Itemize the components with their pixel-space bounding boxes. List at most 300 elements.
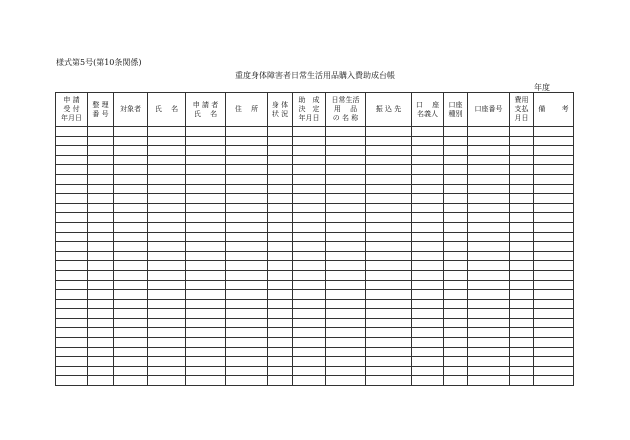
cell-account-number [468, 299, 510, 309]
cell-application-date [56, 127, 88, 137]
cell-address [226, 366, 268, 376]
cell-application-date [56, 376, 88, 386]
cell-name [148, 165, 186, 175]
cell-applicant-name [186, 242, 226, 252]
cell-remarks [534, 328, 574, 338]
cell-account-holder [412, 184, 444, 194]
table-row [56, 338, 574, 348]
cell-name [148, 184, 186, 194]
cell-name [148, 242, 186, 252]
cell-transfer-destination [366, 155, 412, 165]
cell-decision-date [293, 222, 326, 232]
cell-account-number [468, 357, 510, 367]
cell-disability-status [268, 376, 293, 386]
cell-remarks [534, 165, 574, 175]
cell-application-date [56, 318, 88, 328]
cell-name [148, 127, 186, 137]
cell-account-type [444, 309, 468, 319]
cell-account-holder [412, 261, 444, 271]
col-reference-number: 整 理 番 号 [88, 93, 114, 127]
cell-address [226, 280, 268, 290]
cell-reference-number [88, 213, 114, 223]
cell-account-type [444, 184, 468, 194]
cell-applicant-name [186, 318, 226, 328]
cell-account-type [444, 290, 468, 300]
cell-subject [114, 270, 148, 280]
cell-remarks [534, 290, 574, 300]
cell-payment-date [510, 309, 534, 319]
cell-applicant-name [186, 213, 226, 223]
cell-applicant-name [186, 146, 226, 156]
cell-applicant-name [186, 309, 226, 319]
cell-application-date [56, 203, 88, 213]
cell-account-holder [412, 376, 444, 386]
table-row [56, 242, 574, 252]
cell-address [226, 347, 268, 357]
cell-transfer-destination [366, 222, 412, 232]
table-row [56, 222, 574, 232]
cell-item-name [326, 318, 366, 328]
cell-account-number [468, 318, 510, 328]
cell-reference-number [88, 136, 114, 146]
cell-subject [114, 309, 148, 319]
table-row [56, 146, 574, 156]
cell-reference-number [88, 165, 114, 175]
cell-reference-number [88, 280, 114, 290]
cell-payment-date [510, 299, 534, 309]
cell-account-holder [412, 309, 444, 319]
cell-reference-number [88, 261, 114, 271]
cell-decision-date [293, 165, 326, 175]
cell-subject [114, 251, 148, 261]
cell-subject [114, 213, 148, 223]
cell-account-holder [412, 222, 444, 232]
cell-payment-date [510, 318, 534, 328]
cell-subject [114, 194, 148, 204]
col-remarks: 備 考 [534, 93, 574, 127]
cell-address [226, 318, 268, 328]
cell-account-holder [412, 338, 444, 348]
cell-applicant-name [186, 270, 226, 280]
cell-application-date [56, 290, 88, 300]
cell-account-type [444, 328, 468, 338]
cell-subject [114, 165, 148, 175]
cell-decision-date [293, 318, 326, 328]
cell-application-date [56, 357, 88, 367]
cell-decision-date [293, 242, 326, 252]
cell-account-number [468, 242, 510, 252]
cell-decision-date [293, 232, 326, 242]
cell-disability-status [268, 213, 293, 223]
cell-reference-number [88, 174, 114, 184]
cell-payment-date [510, 155, 534, 165]
cell-transfer-destination [366, 299, 412, 309]
cell-remarks [534, 357, 574, 367]
cell-account-holder [412, 280, 444, 290]
cell-remarks [534, 203, 574, 213]
cell-account-type [444, 366, 468, 376]
cell-transfer-destination [366, 328, 412, 338]
cell-subject [114, 357, 148, 367]
cell-account-type [444, 232, 468, 242]
cell-account-type [444, 155, 468, 165]
col-application-date: 申 請 受 付 年月日 [56, 93, 88, 127]
cell-decision-date [293, 203, 326, 213]
col-name: 氏 名 [148, 93, 186, 127]
cell-payment-date [510, 242, 534, 252]
cell-disability-status [268, 222, 293, 232]
cell-subject [114, 318, 148, 328]
cell-subject [114, 347, 148, 357]
cell-account-type [444, 338, 468, 348]
cell-account-type [444, 251, 468, 261]
cell-applicant-name [186, 338, 226, 348]
cell-account-holder [412, 318, 444, 328]
cell-transfer-destination [366, 174, 412, 184]
cell-address [226, 222, 268, 232]
cell-application-date [56, 222, 88, 232]
cell-account-holder [412, 194, 444, 204]
cell-item-name [326, 338, 366, 348]
cell-disability-status [268, 136, 293, 146]
cell-account-number [468, 203, 510, 213]
cell-account-type [444, 280, 468, 290]
cell-transfer-destination [366, 165, 412, 175]
cell-item-name [326, 261, 366, 271]
cell-name [148, 136, 186, 146]
table-row [56, 232, 574, 242]
cell-disability-status [268, 318, 293, 328]
header-row [56, 93, 574, 127]
cell-reference-number [88, 347, 114, 357]
cell-account-number [468, 366, 510, 376]
cell-subject [114, 261, 148, 271]
cell-account-type [444, 318, 468, 328]
cell-remarks [534, 366, 574, 376]
table-row [56, 174, 574, 184]
cell-address [226, 155, 268, 165]
cell-disability-status [268, 251, 293, 261]
cell-transfer-destination [366, 309, 412, 319]
cell-decision-date [293, 366, 326, 376]
cell-reference-number [88, 309, 114, 319]
cell-payment-date [510, 174, 534, 184]
cell-applicant-name [186, 261, 226, 271]
cell-item-name [326, 328, 366, 338]
cell-transfer-destination [366, 280, 412, 290]
cell-application-date [56, 136, 88, 146]
cell-address [226, 146, 268, 156]
cell-reference-number [88, 376, 114, 386]
cell-applicant-name [186, 174, 226, 184]
cell-subject [114, 280, 148, 290]
cell-payment-date [510, 203, 534, 213]
cell-decision-date [293, 155, 326, 165]
cell-payment-date [510, 280, 534, 290]
cell-account-holder [412, 127, 444, 137]
cell-remarks [534, 261, 574, 271]
table-row [56, 299, 574, 309]
cell-reference-number [88, 127, 114, 137]
cell-account-number [468, 165, 510, 175]
cell-account-type [444, 299, 468, 309]
cell-payment-date [510, 232, 534, 242]
cell-item-name [326, 194, 366, 204]
document-title: 重度身体障害者日常生活用品購入費助成台帳 [235, 71, 395, 80]
cell-reference-number [88, 318, 114, 328]
cell-application-date [56, 184, 88, 194]
cell-account-number [468, 194, 510, 204]
cell-transfer-destination [366, 270, 412, 280]
cell-disability-status [268, 194, 293, 204]
cell-reference-number [88, 338, 114, 348]
cell-subject [114, 232, 148, 242]
cell-address [226, 290, 268, 300]
cell-account-holder [412, 366, 444, 376]
cell-account-type [444, 242, 468, 252]
cell-remarks [534, 376, 574, 386]
cell-payment-date [510, 338, 534, 348]
table-row [56, 347, 574, 357]
cell-applicant-name [186, 347, 226, 357]
cell-decision-date [293, 309, 326, 319]
cell-item-name [326, 232, 366, 242]
cell-decision-date [293, 299, 326, 309]
cell-item-name [326, 155, 366, 165]
cell-remarks [534, 127, 574, 137]
cell-address [226, 213, 268, 223]
cell-item-name [326, 184, 366, 194]
cell-disability-status [268, 299, 293, 309]
cell-address [226, 376, 268, 386]
cell-account-number [468, 280, 510, 290]
col-disability-status: 身 体 状 況 [268, 93, 293, 127]
cell-account-number [468, 222, 510, 232]
cell-decision-date [293, 251, 326, 261]
cell-account-holder [412, 357, 444, 367]
cell-disability-status [268, 232, 293, 242]
cell-decision-date [293, 347, 326, 357]
cell-subject [114, 328, 148, 338]
cell-applicant-name [186, 357, 226, 367]
table-row [56, 136, 574, 146]
table-row [56, 213, 574, 223]
cell-name [148, 347, 186, 357]
cell-transfer-destination [366, 184, 412, 194]
cell-remarks [534, 347, 574, 357]
cell-name [148, 280, 186, 290]
cell-decision-date [293, 213, 326, 223]
cell-account-holder [412, 251, 444, 261]
table-row [56, 127, 574, 137]
cell-applicant-name [186, 366, 226, 376]
cell-name [148, 270, 186, 280]
cell-application-date [56, 165, 88, 175]
cell-application-date [56, 251, 88, 261]
cell-transfer-destination [366, 232, 412, 242]
cell-applicant-name [186, 290, 226, 300]
cell-applicant-name [186, 299, 226, 309]
cell-disability-status [268, 347, 293, 357]
cell-reference-number [88, 184, 114, 194]
cell-disability-status [268, 338, 293, 348]
cell-transfer-destination [366, 357, 412, 367]
cell-account-number [468, 328, 510, 338]
cell-address [226, 136, 268, 146]
cell-item-name [326, 136, 366, 146]
cell-subject [114, 376, 148, 386]
cell-name [148, 299, 186, 309]
cell-disability-status [268, 165, 293, 175]
cell-name [148, 222, 186, 232]
cell-account-type [444, 136, 468, 146]
table-row [56, 309, 574, 319]
cell-name [148, 232, 186, 242]
cell-reference-number [88, 155, 114, 165]
cell-remarks [534, 338, 574, 348]
cell-account-number [468, 146, 510, 156]
cell-subject [114, 299, 148, 309]
cell-item-name [326, 146, 366, 156]
cell-reference-number [88, 203, 114, 213]
fiscal-year-label: 年度 [534, 83, 550, 92]
cell-item-name [326, 280, 366, 290]
cell-application-date [56, 366, 88, 376]
col-address: 住 所 [226, 93, 268, 127]
cell-application-date [56, 347, 88, 357]
cell-item-name [326, 174, 366, 184]
cell-disability-status [268, 155, 293, 165]
cell-remarks [534, 251, 574, 261]
cell-address [226, 299, 268, 309]
table-row [56, 251, 574, 261]
cell-application-date [56, 174, 88, 184]
cell-reference-number [88, 328, 114, 338]
cell-subject [114, 136, 148, 146]
cell-disability-status [268, 290, 293, 300]
cell-disability-status [268, 203, 293, 213]
col-account-type: 口座 種別 [444, 93, 468, 127]
cell-transfer-destination [366, 213, 412, 223]
cell-reference-number [88, 290, 114, 300]
cell-account-number [468, 232, 510, 242]
cell-name [148, 213, 186, 223]
cell-name [148, 357, 186, 367]
cell-disability-status [268, 309, 293, 319]
cell-item-name [326, 165, 366, 175]
cell-name [148, 194, 186, 204]
cell-payment-date [510, 165, 534, 175]
cell-application-date [56, 242, 88, 252]
cell-remarks [534, 242, 574, 252]
cell-remarks [534, 232, 574, 242]
cell-application-date [56, 261, 88, 271]
cell-name [148, 261, 186, 271]
cell-application-date [56, 155, 88, 165]
table-row [56, 376, 574, 386]
cell-decision-date [293, 174, 326, 184]
cell-remarks [534, 136, 574, 146]
col-transfer-destination: 振 込 先 [366, 93, 412, 127]
cell-account-number [468, 174, 510, 184]
cell-subject [114, 155, 148, 165]
cell-remarks [534, 146, 574, 156]
cell-account-type [444, 213, 468, 223]
cell-account-holder [412, 347, 444, 357]
cell-name [148, 309, 186, 319]
table-row [56, 184, 574, 194]
cell-payment-date [510, 146, 534, 156]
cell-application-date [56, 270, 88, 280]
cell-transfer-destination [366, 366, 412, 376]
cell-account-holder [412, 136, 444, 146]
cell-transfer-destination [366, 127, 412, 137]
col-subject: 対象者 [114, 93, 148, 127]
ledger-body [56, 127, 574, 386]
cell-name [148, 174, 186, 184]
cell-decision-date [293, 290, 326, 300]
cell-payment-date [510, 347, 534, 357]
cell-account-type [444, 203, 468, 213]
cell-applicant-name [186, 328, 226, 338]
cell-address [226, 184, 268, 194]
cell-decision-date [293, 280, 326, 290]
cell-transfer-destination [366, 136, 412, 146]
cell-address [226, 261, 268, 271]
cell-name [148, 251, 186, 261]
cell-account-number [468, 347, 510, 357]
cell-account-holder [412, 270, 444, 280]
table-row [56, 318, 574, 328]
cell-address [226, 174, 268, 184]
cell-name [148, 146, 186, 156]
cell-item-name [326, 213, 366, 223]
cell-payment-date [510, 127, 534, 137]
cell-account-holder [412, 165, 444, 175]
cell-item-name [326, 251, 366, 261]
cell-decision-date [293, 328, 326, 338]
cell-remarks [534, 270, 574, 280]
cell-account-holder [412, 328, 444, 338]
cell-account-number [468, 155, 510, 165]
cell-application-date [56, 338, 88, 348]
cell-payment-date [510, 222, 534, 232]
cell-application-date [56, 280, 88, 290]
cell-payment-date [510, 184, 534, 194]
cell-account-holder [412, 242, 444, 252]
cell-decision-date [293, 376, 326, 386]
cell-item-name [326, 347, 366, 357]
cell-name [148, 366, 186, 376]
cell-item-name [326, 127, 366, 137]
cell-subject [114, 146, 148, 156]
cell-remarks [534, 174, 574, 184]
ledger-table [55, 92, 574, 386]
cell-applicant-name [186, 165, 226, 175]
cell-subject [114, 242, 148, 252]
table-row [56, 290, 574, 300]
cell-transfer-destination [366, 338, 412, 348]
cell-reference-number [88, 299, 114, 309]
cell-applicant-name [186, 155, 226, 165]
cell-applicant-name [186, 136, 226, 146]
cell-name [148, 318, 186, 328]
cell-remarks [534, 309, 574, 319]
cell-decision-date [293, 357, 326, 367]
cell-transfer-destination [366, 376, 412, 386]
cell-subject [114, 203, 148, 213]
cell-transfer-destination [366, 194, 412, 204]
